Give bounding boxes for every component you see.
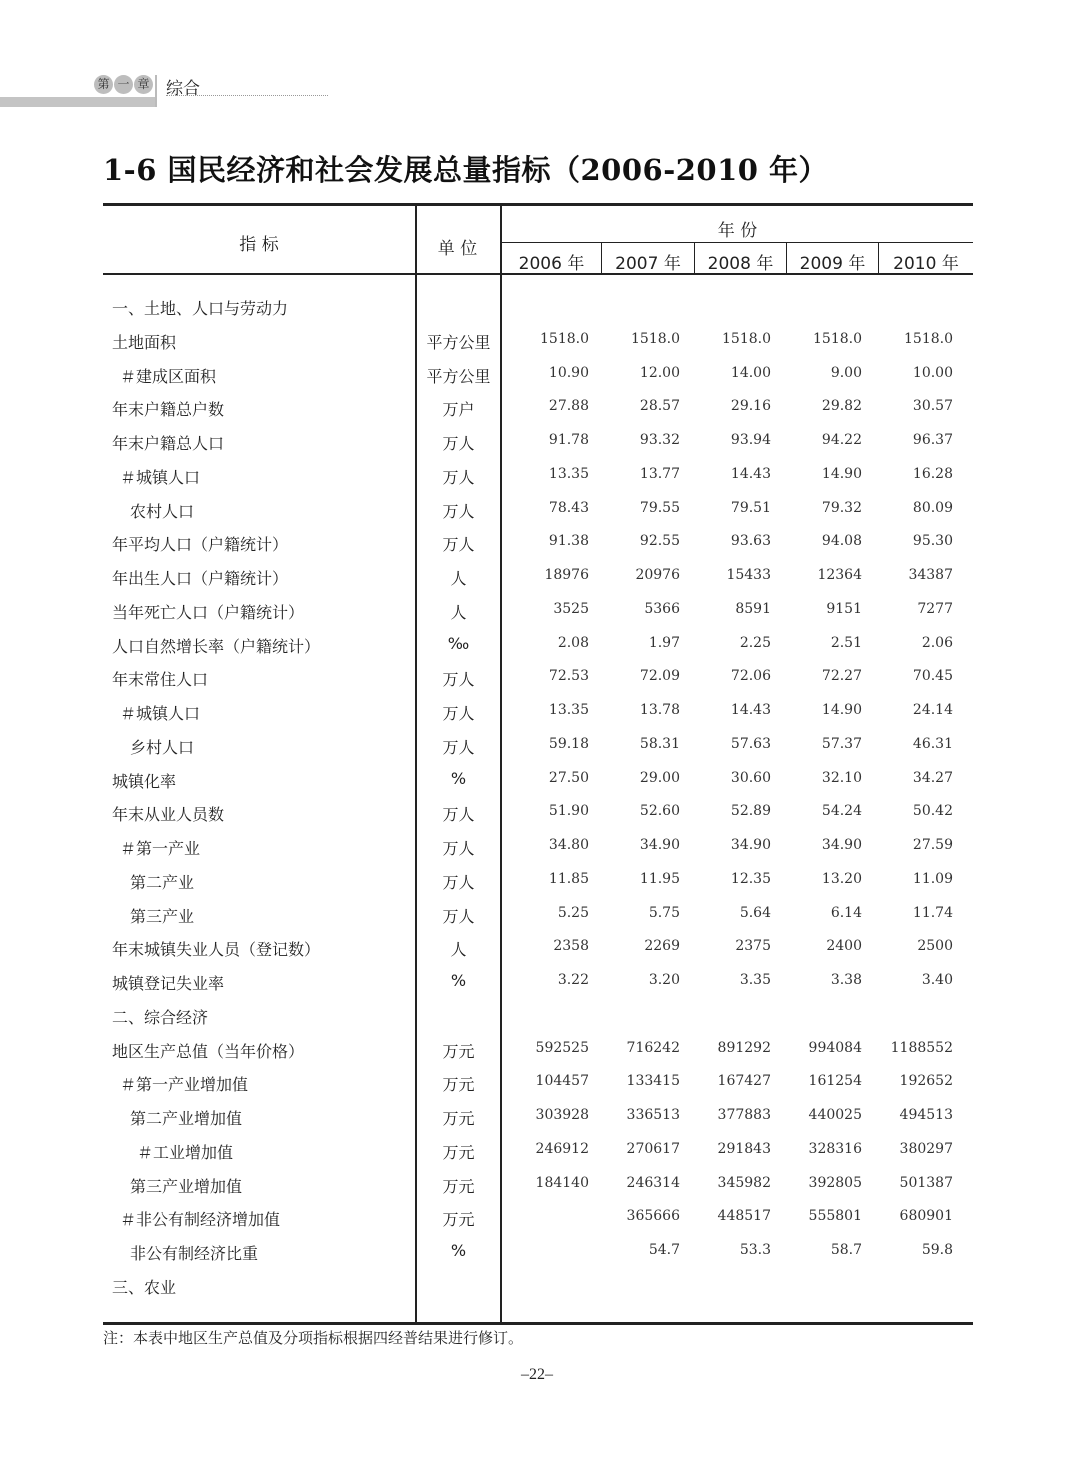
row-value: 2.25 bbox=[739, 634, 771, 651]
row-unit: 万户 bbox=[442, 400, 475, 420]
row-unit: % bbox=[450, 768, 467, 788]
row-label: 第二产业增加值 bbox=[130, 1109, 243, 1128]
row-value: 1518.0 bbox=[540, 330, 589, 347]
table-row bbox=[103, 296, 973, 330]
row-unit: 万元 bbox=[442, 1210, 475, 1230]
row-label: 年平均人口（户籍统计） bbox=[112, 535, 289, 555]
row-value: 70.45 bbox=[912, 668, 953, 685]
row-value: 104457 bbox=[535, 1073, 589, 1090]
row-value: 27.50 bbox=[548, 769, 589, 786]
row-value: 57.63 bbox=[730, 735, 771, 752]
row-label: 人口自然增长率（户籍统计） bbox=[112, 636, 321, 656]
row-value: 14.00 bbox=[730, 364, 771, 381]
row-label: 年末户籍总户数 bbox=[112, 400, 225, 420]
row-unit: 万人 bbox=[442, 704, 475, 723]
chapter-char: 章 bbox=[134, 75, 153, 94]
row-value: 8591 bbox=[735, 600, 771, 617]
row-value: 50.42 bbox=[912, 803, 953, 820]
row-label: 年末城镇失业人员（登记数） bbox=[112, 940, 321, 960]
row-value: 14.90 bbox=[821, 702, 862, 718]
row-value: 93.32 bbox=[639, 432, 680, 448]
row-label: 城镇化率 bbox=[112, 771, 177, 791]
row-value: 93.94 bbox=[730, 432, 771, 448]
row-value: 5.75 bbox=[648, 904, 680, 921]
row-value: 52.89 bbox=[730, 803, 771, 820]
row-value: 5366 bbox=[644, 600, 680, 617]
row-value: 11.74 bbox=[912, 904, 953, 921]
row-value: 161254 bbox=[808, 1073, 862, 1090]
row-label: ＃非公有制经济增加值 bbox=[120, 1210, 281, 1230]
page-number: –22– bbox=[521, 1366, 553, 1383]
row-value: 34.90 bbox=[821, 837, 862, 853]
row-value: 303928 bbox=[535, 1107, 589, 1123]
row-value: 12364 bbox=[817, 567, 862, 583]
row-value: 592525 bbox=[535, 1039, 589, 1056]
row-label: 年出生人口（户籍统计） bbox=[112, 569, 289, 588]
row-value: 57.37 bbox=[821, 735, 862, 752]
table-row bbox=[103, 870, 973, 904]
row-value: 52.60 bbox=[639, 803, 680, 820]
row-value: 59.8 bbox=[921, 1242, 953, 1258]
row-value: 270617 bbox=[626, 1140, 680, 1157]
row-value: 3.22 bbox=[557, 972, 589, 988]
row-value: 96.37 bbox=[912, 432, 953, 448]
chapter-char: 一 bbox=[114, 75, 133, 94]
row-value: 58.31 bbox=[639, 735, 680, 752]
row-label: ＃城镇人口 bbox=[120, 704, 201, 723]
row-value: 167427 bbox=[717, 1073, 771, 1090]
row-value: 24.14 bbox=[912, 702, 953, 718]
table-row bbox=[103, 1005, 973, 1039]
row-label: 年末户籍总人口 bbox=[112, 434, 225, 453]
row-value: 34.27 bbox=[912, 769, 953, 786]
row-label: ＃第一产业增加值 bbox=[120, 1075, 249, 1095]
row-label: ＃第一产业 bbox=[120, 839, 201, 858]
row-label: 乡村人口 bbox=[130, 737, 195, 757]
table-row bbox=[103, 1207, 973, 1241]
row-label: 一、土地、人口与劳动力 bbox=[112, 299, 289, 318]
row-value: 13.35 bbox=[548, 702, 589, 718]
row-value: 53.3 bbox=[739, 1242, 771, 1258]
row-value: 14.90 bbox=[821, 465, 862, 482]
row-unit: 人 bbox=[450, 940, 467, 960]
table-row bbox=[103, 769, 973, 803]
table-row bbox=[103, 904, 973, 938]
table-row bbox=[103, 1275, 973, 1309]
row-value: 891292 bbox=[717, 1039, 771, 1056]
header-divider bbox=[155, 75, 157, 107]
row-value: 58.7 bbox=[830, 1242, 862, 1258]
row-value: 27.59 bbox=[912, 837, 953, 853]
table-note: 注：本表中地区生产总值及分项指标根据四经普结果进行修订。 bbox=[103, 1329, 524, 1347]
row-unit: 万人 bbox=[442, 906, 475, 926]
row-value: 7277 bbox=[917, 600, 953, 617]
indicator-table bbox=[103, 203, 973, 1325]
row-value: 1518.0 bbox=[631, 330, 680, 347]
row-unit: ‰ bbox=[447, 633, 470, 653]
row-label: 三、农业 bbox=[112, 1277, 177, 1297]
row-value: 1518.0 bbox=[813, 330, 862, 347]
header-indicator: 指 标 bbox=[239, 235, 279, 255]
row-value: 15433 bbox=[726, 567, 771, 583]
row-value: 9.00 bbox=[830, 364, 862, 381]
row-value: 2375 bbox=[735, 938, 771, 955]
row-value: 54.7 bbox=[648, 1242, 680, 1258]
row-value: 54.24 bbox=[821, 803, 862, 820]
row-value: 13.77 bbox=[639, 465, 680, 482]
row-value: 29.82 bbox=[821, 398, 862, 415]
row-value: 51.90 bbox=[548, 803, 589, 820]
row-value: 27.88 bbox=[548, 398, 589, 415]
row-value: 72.06 bbox=[730, 668, 771, 685]
header-year-group: 年 份 bbox=[717, 221, 758, 241]
header-bar bbox=[0, 97, 155, 107]
row-value: 448517 bbox=[717, 1208, 771, 1225]
chapter-char: 第 bbox=[94, 75, 113, 94]
row-value: 2.06 bbox=[921, 634, 953, 651]
row-value: 184140 bbox=[535, 1174, 589, 1191]
table-row bbox=[103, 735, 973, 769]
row-label: 当年死亡人口（户籍统计） bbox=[112, 602, 305, 622]
row-value: 380297 bbox=[899, 1140, 953, 1157]
row-value: 92.55 bbox=[639, 533, 680, 550]
table-row bbox=[103, 1174, 973, 1208]
row-unit: 万人 bbox=[442, 501, 475, 521]
row-value: 18976 bbox=[544, 567, 589, 583]
row-unit: 万元 bbox=[442, 1176, 475, 1196]
row-value: 95.30 bbox=[912, 533, 953, 550]
row-unit: % bbox=[450, 1241, 467, 1260]
header-year: 2007 年 bbox=[615, 254, 681, 274]
row-value: 59.18 bbox=[548, 735, 589, 752]
row-value: 3.20 bbox=[648, 972, 680, 988]
row-value: 246912 bbox=[535, 1140, 589, 1157]
row-value: 10.90 bbox=[548, 364, 589, 381]
row-unit: 平方公里 bbox=[426, 332, 491, 352]
row-value: 72.27 bbox=[821, 668, 862, 685]
row-value: 10.00 bbox=[912, 364, 953, 381]
row-unit: 万元 bbox=[442, 1109, 475, 1128]
header-year: 2006 年 bbox=[518, 254, 585, 274]
table-row bbox=[103, 1241, 973, 1275]
section-name: 综合 bbox=[166, 79, 200, 99]
row-value: 30.57 bbox=[912, 398, 953, 415]
chapter-badge bbox=[94, 75, 153, 94]
table-row bbox=[103, 1140, 973, 1174]
row-unit: % bbox=[450, 971, 467, 990]
row-value: 78.43 bbox=[548, 499, 589, 516]
row-value: 345982 bbox=[717, 1174, 771, 1191]
row-value: 29.16 bbox=[730, 398, 771, 415]
row-value: 5.64 bbox=[739, 904, 771, 921]
row-label: ＃工业增加值 bbox=[137, 1142, 234, 1162]
row-value: 555801 bbox=[808, 1208, 862, 1225]
header-unit: 单 位 bbox=[437, 239, 478, 259]
row-label: 地区生产总值（当年价格） bbox=[112, 1041, 305, 1061]
row-value: 34387 bbox=[908, 567, 953, 583]
row-value: 192652 bbox=[899, 1073, 953, 1090]
row-unit: 平方公里 bbox=[426, 366, 491, 386]
row-value: 291843 bbox=[717, 1140, 771, 1157]
row-value: 30.60 bbox=[730, 769, 771, 786]
table-row bbox=[103, 1072, 973, 1106]
table-row bbox=[103, 330, 973, 364]
table-row bbox=[103, 971, 973, 1005]
row-value: 9151 bbox=[826, 600, 862, 617]
row-unit: 万元 bbox=[442, 1041, 475, 1061]
table-row bbox=[103, 667, 973, 701]
row-value: 46.31 bbox=[912, 735, 953, 752]
row-label: 第三产业 bbox=[130, 906, 195, 926]
row-unit: 万人 bbox=[442, 872, 475, 892]
row-value: 5.25 bbox=[557, 904, 589, 921]
row-value: 377883 bbox=[717, 1107, 771, 1123]
row-value: 1518.0 bbox=[722, 330, 771, 347]
row-value: 91.38 bbox=[548, 533, 589, 550]
table-row bbox=[103, 634, 973, 668]
table-row bbox=[103, 701, 973, 735]
row-unit: 万人 bbox=[442, 670, 475, 690]
row-value: 1.97 bbox=[648, 634, 680, 651]
row-unit: 人 bbox=[450, 602, 467, 622]
row-value: 2269 bbox=[644, 938, 680, 955]
row-label: 城镇登记失业率 bbox=[112, 974, 225, 993]
row-value: 72.09 bbox=[639, 668, 680, 685]
row-label: 二、综合经济 bbox=[112, 1007, 209, 1027]
row-value: 34.80 bbox=[548, 837, 589, 853]
row-unit: 万元 bbox=[442, 1142, 475, 1162]
row-value: 2.08 bbox=[557, 634, 589, 651]
row-value: 716242 bbox=[626, 1039, 680, 1056]
row-label: 第三产业增加值 bbox=[130, 1176, 243, 1196]
row-value: 34.90 bbox=[639, 837, 680, 853]
row-value: 6.14 bbox=[830, 904, 862, 921]
row-label: 第二产业 bbox=[130, 872, 195, 892]
row-value: 13.78 bbox=[639, 702, 680, 718]
year-group-rule bbox=[502, 242, 973, 243]
row-value: 93.63 bbox=[730, 533, 771, 550]
header-dotted-line bbox=[166, 95, 328, 96]
row-label: 年末常住人口 bbox=[112, 670, 209, 690]
row-value: 246314 bbox=[626, 1174, 680, 1191]
row-value: 3.38 bbox=[830, 972, 862, 988]
row-value: 72.53 bbox=[548, 668, 589, 685]
row-value: 328316 bbox=[808, 1140, 862, 1157]
row-value: 14.43 bbox=[730, 702, 771, 718]
row-value: 28.57 bbox=[639, 398, 680, 415]
row-value: 2500 bbox=[917, 938, 953, 955]
row-value: 79.32 bbox=[821, 499, 862, 516]
row-value: 32.10 bbox=[821, 769, 862, 786]
row-value: 1518.0 bbox=[904, 330, 953, 347]
row-value: 365666 bbox=[626, 1208, 680, 1225]
row-value: 2.51 bbox=[830, 634, 862, 651]
table-row bbox=[103, 465, 973, 499]
row-value: 29.00 bbox=[639, 769, 680, 786]
row-unit: 万元 bbox=[442, 1075, 475, 1095]
row-value: 11.09 bbox=[912, 870, 953, 887]
row-value: 11.95 bbox=[639, 870, 680, 887]
row-value: 440025 bbox=[808, 1107, 862, 1123]
row-value: 1188552 bbox=[890, 1039, 953, 1056]
row-value: 3525 bbox=[553, 600, 589, 617]
table-row bbox=[103, 364, 973, 398]
row-value: 501387 bbox=[899, 1174, 953, 1191]
row-unit: 万人 bbox=[442, 805, 475, 825]
row-label: ＃城镇人口 bbox=[120, 467, 201, 487]
row-label: 年末从业人员数 bbox=[112, 805, 225, 825]
row-value: 392805 bbox=[808, 1174, 862, 1191]
table-row bbox=[103, 802, 973, 836]
row-unit: 万人 bbox=[442, 467, 475, 487]
row-value: 3.40 bbox=[921, 972, 953, 988]
row-label: 土地面积 bbox=[112, 332, 177, 352]
row-value: 91.78 bbox=[548, 432, 589, 448]
table-row bbox=[103, 600, 973, 634]
header-year: 2009 年 bbox=[799, 254, 866, 274]
row-value: 20976 bbox=[635, 567, 680, 583]
row-label: ＃建成区面积 bbox=[120, 366, 217, 386]
header-year: 2008 年 bbox=[707, 254, 774, 274]
row-value: 3.35 bbox=[739, 972, 771, 988]
row-unit: 万人 bbox=[442, 535, 475, 555]
row-value: 2358 bbox=[553, 938, 589, 955]
row-value: 94.08 bbox=[821, 533, 862, 550]
row-value: 16.28 bbox=[912, 465, 953, 482]
row-unit: 万人 bbox=[442, 737, 475, 757]
row-label: 农村人口 bbox=[130, 501, 195, 521]
table-row bbox=[103, 532, 973, 566]
row-value: 13.35 bbox=[548, 465, 589, 482]
row-value: 94.22 bbox=[821, 432, 862, 448]
row-value: 494513 bbox=[899, 1107, 953, 1123]
table-row bbox=[103, 397, 973, 431]
row-value: 79.55 bbox=[639, 499, 680, 516]
row-value: 79.51 bbox=[730, 499, 771, 516]
row-value: 994084 bbox=[808, 1039, 862, 1056]
table-row bbox=[103, 431, 973, 465]
row-value: 11.85 bbox=[548, 870, 589, 887]
header-year: 2010 年 bbox=[893, 254, 959, 274]
row-value: 80.09 bbox=[912, 499, 953, 516]
row-unit: 万人 bbox=[442, 839, 475, 858]
row-unit: 万人 bbox=[442, 434, 475, 453]
row-value: 34.90 bbox=[730, 837, 771, 853]
row-value: 336513 bbox=[626, 1107, 680, 1123]
row-value: 14.43 bbox=[730, 465, 771, 482]
table-row bbox=[103, 499, 973, 533]
page-title: 1-6 国民经济和社会发展总量指标（2006-2010 年） bbox=[103, 153, 829, 187]
row-value: 680901 bbox=[899, 1208, 953, 1225]
row-unit: 人 bbox=[450, 569, 467, 588]
row-label: 非公有制经济比重 bbox=[130, 1244, 259, 1263]
table-row bbox=[103, 1106, 973, 1140]
table-row bbox=[103, 1039, 973, 1073]
row-value: 12.35 bbox=[730, 870, 771, 887]
row-value: 12.00 bbox=[639, 364, 680, 381]
table-row bbox=[103, 566, 973, 600]
table-row bbox=[103, 836, 973, 870]
row-value: 2400 bbox=[826, 938, 862, 955]
row-value: 13.20 bbox=[821, 870, 862, 887]
table-row bbox=[103, 937, 973, 971]
row-value: 133415 bbox=[626, 1073, 680, 1090]
